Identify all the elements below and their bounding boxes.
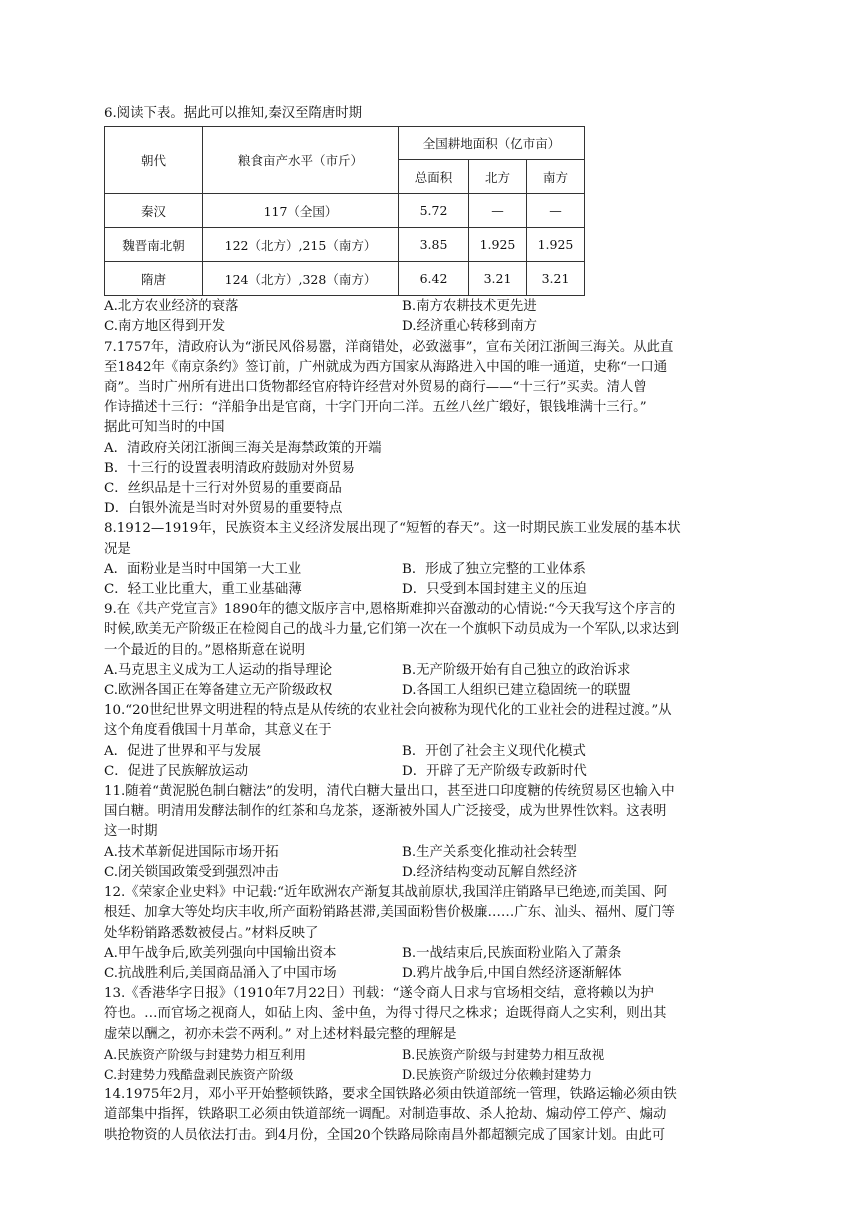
question-14 bbox=[104, 1085, 776, 1146]
cell-yield: 122（北方）,215（南方） bbox=[203, 228, 399, 262]
table-row bbox=[105, 228, 585, 262]
cell-total: 5.72 bbox=[399, 194, 469, 228]
option-d: D．白银外流是当时对外贸易的重要特点 bbox=[104, 501, 343, 517]
question-13-line: 虚荣以酬之，初亦未尝不两利。” 对上述材料最完整的理解是 bbox=[104, 1026, 457, 1042]
cell-south: — bbox=[527, 194, 585, 228]
question-8-line: 况是 bbox=[104, 541, 131, 557]
option-d: D.各国工人组织已建立稳固统一的联盟 bbox=[402, 683, 631, 699]
question-12 bbox=[104, 883, 776, 984]
question-13-options bbox=[104, 1045, 776, 1085]
cell-south: 3.21 bbox=[527, 262, 585, 296]
option-b: B.生产关系变化推动社会转型 bbox=[402, 844, 577, 860]
cell-yield: 117（全国） bbox=[203, 194, 399, 228]
option-d: D.民族资产阶级过分依赖封建势力 bbox=[402, 1066, 592, 1082]
question-7 bbox=[104, 338, 776, 520]
header-dynasty: 朝代 bbox=[105, 127, 203, 194]
question-7-line: 据此可知当时的中国 bbox=[104, 420, 225, 436]
question-9-line: 时候,欧美无产阶级正在检阅自己的战斗力量,它们第一次在一个旗帜下动员成为一个军队,以求达到 bbox=[104, 622, 680, 638]
question-8 bbox=[104, 519, 776, 600]
cell-south: 1.925 bbox=[527, 228, 585, 262]
question-10-line: 这个角度看俄国十月革命，其意义在于 bbox=[104, 723, 332, 739]
question-11 bbox=[104, 782, 776, 883]
question-12-line: 根廷、加拿大等处均庆丰收,所产面粉销路甚滞,美国面粉售价极廉……广东、汕头、福州、厦门等 bbox=[104, 905, 675, 921]
question-14-line: 道部集中指挥，铁路职工必须由铁道部统一调配。对制造事故、杀人抢劫、煽动停工停产、煽动 bbox=[104, 1107, 667, 1123]
question-8-line: 8.1912—1919年，民族资本主义经济发展出现了“短暂的春天”。这一时期民族工业发展的基本状 bbox=[104, 521, 681, 537]
option-c: C.欧洲各国正在筹备建立无产阶级政权 bbox=[104, 683, 333, 699]
option-a: A.技术革新促进国际市场开拓 bbox=[104, 844, 279, 860]
question-9-line: 9.在《共产党宣言》1890年的德文版序言中,恩格斯难抑兴奋激动的心情说:“今天我写这个序言的 bbox=[104, 602, 676, 618]
question-11-options bbox=[104, 843, 776, 883]
question-14-line: 14.1975年2月，邓小平开始整顿铁路，要求全国铁路必须由铁道部统一管理，铁路运输必须由铁 bbox=[104, 1087, 677, 1103]
question-13-line: 13.《香港华字日报》（1910年7月22日）刊载：“遂令商人日求与官场相交结，意将赖以为护 bbox=[104, 986, 654, 1002]
option-a: A.民族资产阶级与封建势力相互利用 bbox=[104, 1046, 307, 1062]
question-13-line: 符也。…而官场之视商人，如砧上肉、釜中鱼，为得寸得尺之株求；迨既得商人之实利，则出其 bbox=[104, 1006, 667, 1022]
question-11-line: 这一时期 bbox=[104, 824, 158, 840]
question-6-stem: 6.阅读下表。据此可以推知,秦汉至隋唐时期 bbox=[104, 106, 363, 121]
option-d: D.经济重心转移到南方 bbox=[402, 319, 538, 335]
cell-total: 3.85 bbox=[399, 228, 469, 262]
option-c: C.抗战胜利后,美国商品涌入了中国市场 bbox=[104, 965, 337, 981]
option-d: D．开辟了无产阶级专政新时代 bbox=[402, 763, 587, 779]
option-b: B.南方农耕技术更先进 bbox=[402, 299, 537, 315]
question-8-options bbox=[104, 560, 776, 600]
option-a: A．面粉业是当时中国第一大工业 bbox=[104, 561, 302, 577]
exam-page bbox=[104, 104, 776, 1146]
question-14-line: 哄抢物资的人员依法打击。到4月份，全国20个铁路局除南昌外都超额完成了国家计划。由此可 bbox=[104, 1127, 666, 1143]
question-9 bbox=[104, 600, 776, 701]
option-b: B．形成了独立完整的工业体系 bbox=[402, 561, 586, 577]
option-c: C.南方地区得到开发 bbox=[104, 319, 226, 335]
question-7-line: 商”。当时广州所有进出口货物都经官府特许经营对外贸易的商行——“十三行”买卖。清人曾 bbox=[104, 380, 647, 396]
cell-north: — bbox=[469, 194, 527, 228]
option-a: A．清政府关闭江浙闽三海关是海禁政策的开端 bbox=[104, 440, 382, 456]
option-c: C．促进了民族解放运动 bbox=[104, 763, 249, 779]
question-7-line: 作诗描述十三行：“洋船争出是官商，十字门开向二洋。五丝八丝广缎好，银钱堆满十三行。” bbox=[104, 400, 647, 416]
question-13 bbox=[104, 984, 776, 1085]
option-a: A．促进了世界和平与发展 bbox=[104, 743, 261, 759]
sub-header-total: 总面积 bbox=[399, 160, 469, 194]
cell-north: 1.925 bbox=[469, 228, 527, 262]
option-b: B.无产阶级开始有自己独立的政治诉求 bbox=[402, 662, 631, 678]
option-d: D.经济结构变动瓦解自然经济 bbox=[402, 864, 578, 880]
question-9-options bbox=[104, 661, 776, 701]
cell-dynasty: 秦汉 bbox=[105, 194, 203, 228]
data-table bbox=[104, 126, 585, 296]
table-row bbox=[105, 262, 585, 296]
cell-north: 3.21 bbox=[469, 262, 527, 296]
header-area: 全国耕地面积（亿市亩） bbox=[399, 127, 585, 160]
question-10-line: 10.“20世纪世界文明进程的特点是从传统的农业社会向被称为现代化的工业社会的进程过渡。”从 bbox=[104, 703, 672, 719]
question-6-options bbox=[104, 297, 776, 337]
question-11-line: 11.随着“黄泥脱色制白糖法”的发明，清代白糖大量出口，甚至进口印度糖的传统贸易区也输入中 bbox=[104, 784, 675, 800]
cell-total: 6.42 bbox=[399, 262, 469, 296]
option-c: C.封建势力残酷盘剥民族资产阶级 bbox=[104, 1066, 294, 1082]
question-12-options bbox=[104, 944, 776, 984]
option-a: A.甲午战争后,欧美列强向中国输出资本 bbox=[104, 945, 337, 961]
cell-yield: 124（北方）,328（南方） bbox=[203, 262, 399, 296]
option-b: B．十三行的设置表明清政府鼓励对外贸易 bbox=[104, 460, 355, 476]
question-7-line: 至1842年《南京条约》签订前，广州就成为西方国家从海路进入中国的唯一通道，史称“一口通 bbox=[104, 359, 668, 375]
sub-header-south: 南方 bbox=[527, 160, 585, 194]
question-11-line: 国白糖。明清用发酵法制作的红茶和乌龙茶，逐渐被外国人广泛接受，成为世界性饮料。这表明 bbox=[104, 804, 667, 820]
header-yield: 粮食亩产水平（市斤） bbox=[203, 127, 399, 194]
option-b: B.民族资产阶级与封建势力相互敌视 bbox=[402, 1046, 605, 1062]
option-c: C．丝织品是十三行对外贸易的重要商品 bbox=[104, 481, 342, 497]
option-d: D．只受到本国封建主义的压迫 bbox=[402, 582, 587, 598]
question-12-line: 处华粉销路悉数被侵占。”材料反映了 bbox=[104, 925, 319, 941]
option-d: D.鸦片战争后,中国自然经济逐渐解体 bbox=[402, 965, 622, 981]
sub-header-north: 北方 bbox=[469, 160, 527, 194]
cell-dynasty: 隋唐 bbox=[105, 262, 203, 296]
cell-dynasty: 魏晋南北朝 bbox=[105, 228, 203, 262]
option-a: A.马克思主义成为工人运动的指导理论 bbox=[104, 662, 333, 678]
option-a: A.北方农业经济的衰落 bbox=[104, 299, 239, 315]
question-12-line: 12.《荣家企业史料》中记载:“近年欧洲农产渐复其战前原状,我国洋庄销路早已绝迹,而美国、阿 bbox=[104, 885, 668, 901]
option-b: B．开创了社会主义现代化模式 bbox=[402, 743, 586, 759]
question-10 bbox=[104, 701, 776, 782]
question-6 bbox=[104, 104, 776, 338]
question-9-line: 一个最近的目的。”恩格斯意在说明 bbox=[104, 642, 306, 658]
table-row bbox=[105, 194, 585, 228]
question-7-line: 7.1757年，清政府认为“浙民风俗易嚣，洋商错处，必致滋事”，宣布关闭江浙闽三海关。从此直 bbox=[104, 339, 674, 355]
option-b: B.一战结束后,民族面粉业陷入了萧条 bbox=[402, 945, 622, 961]
question-10-options bbox=[104, 742, 776, 782]
option-c: C.闭关锁国政策受到强烈冲击 bbox=[104, 864, 279, 880]
option-c: C．轻工业比重大，重工业基础薄 bbox=[104, 582, 302, 598]
